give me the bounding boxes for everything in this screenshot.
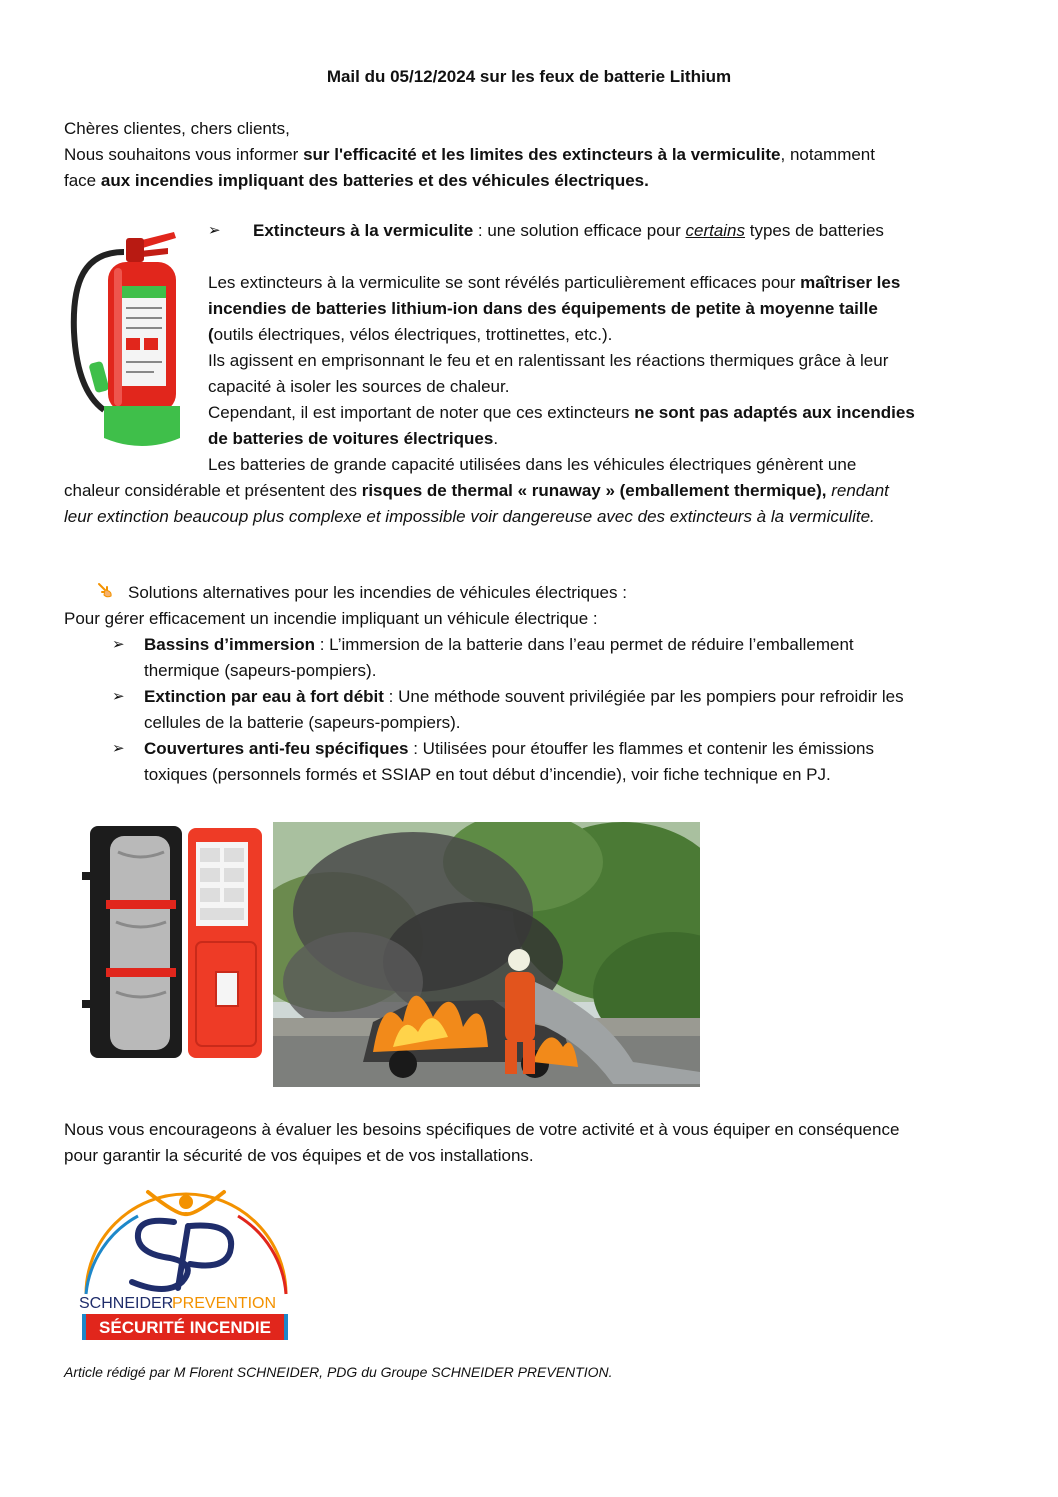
arrow-bullet-icon: ➢ (208, 222, 221, 239)
section1-bold: incendies de batteries lithium-ion dans des équipements de petite à moyenne taille (208, 299, 878, 318)
list-item-text: : L’immersion de la batterie dans l’eau permet de réduire l’emballement (315, 635, 854, 654)
logo-brand-b: PREVENTION (172, 1295, 277, 1312)
list-item-cont: cellules de la batterie (sapeurs-pompiers). (144, 713, 461, 732)
section1-heading-underline: certains (685, 221, 746, 240)
signature: Article rédigé par M Florent SCHNEIDER, PDG du Groupe SCHNEIDER PREVENTION. (64, 1364, 613, 1380)
section1-text: outils électriques, vélos électriques, trottinettes, etc.). (213, 325, 613, 344)
section1-text: chaleur considérable et présentent des (64, 481, 362, 500)
logo-brand-a: SCHNEIDER (79, 1295, 174, 1312)
intro-line-2 (64, 168, 649, 194)
section1-heading (253, 218, 884, 244)
closing-line: Nous vous encourageons à évaluer les besoins spécifiques de votre activité et à vous équiper en conséquence (64, 1120, 900, 1139)
section1-line (208, 296, 878, 322)
intro-bold: sur l'efficacité et les limites des extincteurs à la vermiculite (303, 145, 781, 164)
list-item (144, 736, 874, 762)
section1-line (208, 426, 498, 452)
list-item-bold: Couvertures anti-feu spécifiques (144, 739, 409, 758)
section1-line: Ils agissent en emprisonnant le feu et en ralentissant les réactions thermiques grâce à leur (208, 351, 889, 370)
intro-text: face (64, 171, 101, 190)
fire-blanket-cabinet-image (80, 822, 266, 1062)
section1-line (64, 478, 889, 504)
closing-line: pour garantir la sécurité de vos équipes et de vos installations. (64, 1146, 534, 1165)
arrow-bullet-icon: ➢ (112, 636, 125, 653)
car-fire-photo (273, 822, 700, 1087)
company-logo (78, 1186, 294, 1342)
section1-bold: risques de thermal « runaway » (emballement thermique), (361, 481, 827, 500)
section1-heading-text: : une solution efficace pour (473, 221, 686, 240)
section1-bold: de batteries de voitures électriques (208, 429, 494, 448)
list-item-cont: thermique (sapeurs-pompiers). (144, 661, 377, 680)
section1-line: capacité à isoler les sources de chaleur. (208, 377, 510, 396)
section1-italic: rendant (826, 481, 889, 500)
section2-lead: Pour gérer efficacement un incendie impliquant un véhicule électrique : (64, 609, 598, 628)
section1-text: Cependant, il est important de noter que ces extincteurs (208, 403, 635, 422)
hand-pointer-icon (96, 581, 114, 599)
section1-bold: ne sont pas adaptés aux incendies (634, 403, 915, 422)
section1-italic: leur extinction beaucoup plus complexe et impossible voir dangereuse avec des extincteurs à la vermiculite. (64, 507, 875, 526)
section1-line (208, 270, 900, 296)
page-title: Mail du 05/12/2024 sur les feux de batterie Lithium (326, 67, 732, 86)
section1-heading-text: types de batteries (745, 221, 884, 240)
intro-text: , notamment (780, 145, 875, 164)
section1-text: Les extincteurs à la vermiculite se sont révélés particulièrement efficaces pour (208, 273, 801, 292)
intro-line-1 (64, 142, 875, 168)
section1-bold: ( (208, 325, 214, 344)
section1-line (208, 400, 915, 426)
list-item-cont: toxiques (personnels formés et SSIAP en tout début d’incendie), voir fiche technique en PJ. (144, 765, 831, 784)
arrow-bullet-icon: ➢ (112, 740, 125, 757)
greeting: Chères clientes, chers clients, (64, 119, 290, 138)
section1-bold: maîtriser les (800, 273, 901, 292)
section1-line (64, 504, 875, 530)
arrow-bullet-icon: ➢ (112, 688, 125, 705)
section1-line: Les batteries de grande capacité utilisées dans les véhicules électriques génèrent une (208, 455, 857, 474)
section1-heading-bold: Extincteurs à la vermiculite (253, 221, 474, 240)
intro-text: Nous souhaitons vous informer (64, 145, 304, 164)
list-item-bold: Extinction par eau à fort débit (144, 687, 384, 706)
list-item-text: : Une méthode souvent privilégiée par les pompiers pour refroidir les (383, 687, 904, 706)
list-item (144, 684, 904, 710)
list-item-bold: Bassins d’immersion (144, 635, 316, 654)
section1-line (208, 322, 612, 348)
fire-extinguisher-image (64, 222, 184, 454)
list-item-text: : Utilisées pour étouffer les flammes et contenir les émissions (408, 739, 875, 758)
section1-text: . (493, 429, 499, 448)
list-item (144, 632, 854, 658)
logo-tagline: SÉCURITÉ INCENDIE (99, 1318, 271, 1337)
section2-heading: Solutions alternatives pour les incendies de véhicules électriques : (128, 583, 627, 602)
intro-bold: aux incendies impliquant des batteries et des véhicules électriques. (100, 171, 649, 190)
